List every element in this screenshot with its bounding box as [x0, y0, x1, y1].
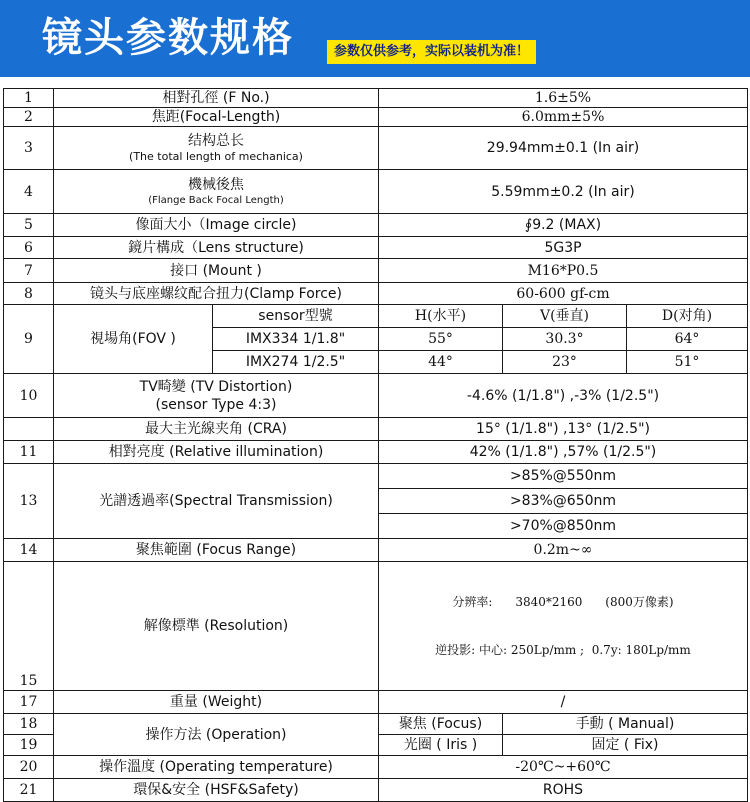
operation-item: 聚焦 (Focus): [379, 714, 503, 735]
table-row: [4, 108, 748, 127]
param-label: 重量 (Weight): [54, 691, 379, 714]
param-label-line: TV畸變 (TV Distortion): [139, 378, 293, 395]
param-value: ∮9.2 (MAX): [379, 214, 748, 237]
table-row: [4, 237, 748, 259]
fov-sensor: IMX334 1/1.8": [213, 328, 379, 351]
param-value: [379, 562, 748, 691]
row-number: 8: [4, 283, 54, 305]
param-value: 5G3P: [379, 237, 748, 259]
fov-d-header: D(对角): [627, 305, 748, 328]
fov-sensor: IMX274 1/2.5": [213, 351, 379, 374]
row-number: 1: [4, 89, 54, 108]
fov-h: 44°: [379, 351, 503, 374]
param-label: 解像標準 (Resolution): [54, 562, 379, 691]
table-row: [4, 259, 748, 283]
param-value: 1.6±5%: [379, 89, 748, 108]
row-number: 21: [4, 779, 54, 802]
fov-d: 64°: [627, 328, 748, 351]
param-value: ROHS: [379, 779, 748, 802]
row-number: 3: [4, 127, 54, 170]
param-value: 15° (1/1.8") ,13° (1/2.5"): [379, 418, 748, 441]
param-value: M16*P0.5: [379, 259, 748, 283]
param-label: 操作溫度 (Operating temperature): [54, 756, 379, 779]
table-row: [4, 464, 748, 489]
param-label-en: (The total length of mechanica): [129, 150, 303, 163]
row-number: 20: [4, 756, 54, 779]
fov-h-header: H(水平): [379, 305, 503, 328]
operation-value: 固定 ( Fix): [503, 735, 748, 756]
row-number: 13: [4, 464, 54, 539]
table-row: [4, 714, 748, 735]
param-label-line: (sensor Type 4:3): [155, 396, 277, 413]
table-row: [4, 89, 748, 108]
page-title: 镜头参数规格: [42, 15, 294, 61]
row-number: 17: [4, 691, 54, 714]
fov-v-header: V(垂直): [503, 305, 627, 328]
param-label: 焦距(Focal-Length): [54, 108, 379, 127]
param-label: 接口 (Mount ): [54, 259, 379, 283]
param-value: 29.94mm±0.1 (In air): [379, 127, 748, 170]
table-row: [4, 441, 748, 464]
param-value: -4.6% (1/1.8") ,-3% (1/2.5"): [379, 374, 748, 418]
param-label: 相對孔徑 (F No.): [54, 89, 379, 108]
row-number: 18: [4, 714, 54, 735]
table-row: [4, 779, 748, 802]
table-row: [4, 374, 748, 418]
row-number: 6: [4, 237, 54, 259]
table-row: [4, 418, 748, 441]
param-label-cn: 機械後焦: [188, 176, 244, 193]
param-label: 視場角(FOV ): [54, 305, 213, 374]
param-value: /: [379, 691, 748, 714]
header-divider: [0, 77, 750, 87]
row-number: 4: [4, 170, 54, 214]
param-label: 操作方法 (Operation): [54, 714, 379, 756]
param-label: 相對亮度 (Relative illumination): [54, 441, 379, 464]
table-row: [4, 562, 748, 691]
table-row: [4, 214, 748, 237]
param-label: 光譜透過率(Spectral Transmission): [54, 464, 379, 539]
table-row: [4, 283, 748, 305]
param-label: [54, 170, 379, 214]
fov-h: 55°: [379, 328, 503, 351]
param-label-en: (Flange Back Focal Length): [148, 194, 284, 206]
row-number: 10: [4, 374, 54, 418]
resolution-line: 逆投影: 中心: 250Lp/mm ; 0.7y: 180Lp/mm: [435, 643, 691, 657]
param-label: 最大主光線夹角 (CRA): [54, 418, 379, 441]
param-value: 42% (1/1.8") ,57% (1/2.5"): [379, 441, 748, 464]
param-label: 環保&安全 (HSF&Safety): [54, 779, 379, 802]
table-row: [4, 170, 748, 214]
row-number: 14: [4, 539, 54, 562]
fov-d: 51°: [627, 351, 748, 374]
row-number: 19: [4, 735, 54, 756]
param-value: 60-600 gf-cm: [379, 283, 748, 305]
operation-value: 手動 ( Manual): [503, 714, 748, 735]
param-label: 镜头与底座螺纹配合扭力(Clamp Force): [54, 283, 379, 305]
param-label-cn: 结构总长: [188, 133, 244, 149]
table-row: [4, 756, 748, 779]
table-row: [4, 539, 748, 562]
resolution-line: 分辨率: 3840*2160 (800万像素): [452, 595, 674, 609]
param-value: 5.59mm±0.2 (In air): [379, 170, 748, 214]
row-number: 11: [4, 441, 54, 464]
table-row: [4, 691, 748, 714]
param-value: 6.0mm±5%: [379, 108, 748, 127]
fov-sensor-header: sensor型號: [213, 305, 379, 328]
fov-v: 30.3°: [503, 328, 627, 351]
param-value: -20℃~+60℃: [379, 756, 748, 779]
param-label: [54, 127, 379, 170]
row-number: [4, 418, 54, 441]
row-number: 15: [4, 562, 54, 691]
row-number: 5: [4, 214, 54, 237]
row-number: 9: [4, 305, 54, 374]
spec-table: [3, 88, 748, 802]
param-value: 0.2m~∞: [379, 539, 748, 562]
row-number: 2: [4, 108, 54, 127]
table-row: [4, 305, 748, 328]
operation-item: 光圈 ( Iris ): [379, 735, 503, 756]
param-label: 像面大小（Image circle): [54, 214, 379, 237]
param-value: >83%@650nm: [379, 489, 748, 514]
disclaimer-badge: 参数仅供参考，实际以装机为准！: [327, 40, 536, 64]
fov-v: 23°: [503, 351, 627, 374]
param-label: 聚焦範圍 (Focus Range): [54, 539, 379, 562]
param-value: >70%@850nm: [379, 514, 748, 539]
param-value: >85%@550nm: [379, 464, 748, 489]
table-row: [4, 127, 748, 170]
param-label: [54, 374, 379, 418]
header-banner: [0, 0, 750, 77]
param-label: 鏡片構成（Lens structure): [54, 237, 379, 259]
row-number: 7: [4, 259, 54, 283]
